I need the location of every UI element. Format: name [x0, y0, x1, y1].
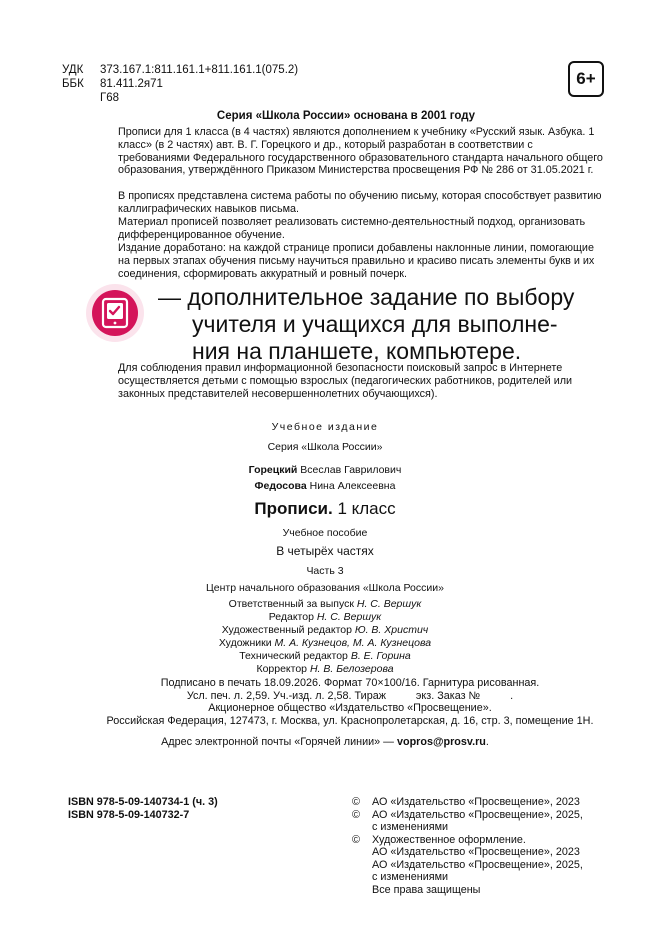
edition-type: Учебное издание	[271, 421, 379, 433]
credit-line: Технический редактор В. Е. Горина	[239, 650, 411, 662]
edition-parts: В четырёх частях	[276, 544, 374, 558]
author-mark: Г68	[100, 92, 120, 104]
classification-block	[62, 63, 298, 105]
tablet-check-icon	[84, 282, 146, 344]
tablet-note-line: ния на планшете, компьютере.	[192, 338, 522, 364]
edition-part: Часть 3	[306, 565, 344, 577]
copyright-block: © АО «Издательство «Просвещение», 2023 © АО «Издательство «Просвещение», 2025, с изменениями © Художественное оформление. АО «Издательство «Просвещение», 2023 АО «Издательство «Просвещение», 2025, с изменениями Все права защищены	[352, 796, 583, 896]
isbn-line: ISBN 978-5-09-140732-7	[68, 808, 190, 821]
safety-note: Для соблюдения правил информационной безопасности поисковый запрос в Интернете осуществляется детьми с помощью взрослых (педагогических работников, родителей или законных представителей несовершеннолетних обучающихся).	[118, 362, 573, 400]
approach-paragraph: Материал прописей позволяет реализовать системно-деятельностный подход, организовать дифференцированное обучение.	[118, 216, 586, 241]
imprint-block	[100, 677, 600, 727]
book-title	[0, 499, 650, 518]
email-address[interactable]: vopros@prosv.ru	[396, 736, 486, 748]
author-1	[0, 464, 650, 477]
copyright-line: Все права защищены	[372, 883, 481, 896]
copyright-line: с изменениями	[372, 871, 449, 883]
isbn-block	[68, 796, 218, 821]
education-center: Центр начального образования «Школа России»	[206, 582, 444, 594]
book-title-main: Прописи.	[254, 499, 333, 518]
author-1-lastname: Горецкий	[248, 464, 298, 476]
credit-line: Художники М. А. Кузнецов, М. А. Кузнецова	[218, 637, 432, 649]
author-2-names: Нина Алексеевна	[309, 480, 396, 492]
book-title-grade: 1 класс	[337, 499, 396, 518]
copyright-line: с изменениями	[372, 821, 449, 833]
imprint-line: Российская Федерация, 127473, г. Москва, ул. Краснопролетарская, д. 16, стр. 3, помещение 1Н.	[106, 714, 594, 727]
method-paragraph: В прописях представлена система работы по обучению письму, которая способствует развитию каллиграфических навыков письма.	[118, 190, 602, 215]
udk-value: 373.167.1:811.161.1+811.161.1(075.2)	[100, 64, 299, 76]
bbk-label: ББК	[62, 78, 84, 90]
isbn-line: ISBN 978-5-09-140734-1 (ч. 3)	[68, 796, 218, 808]
imprint-line: Усл. печ. л. 2,59. Уч.-изд. л. 2,58. Тираж экз. Заказ № .	[186, 689, 514, 702]
edition-kind: Учебное пособие	[282, 527, 368, 539]
age-rating-badge: 6+	[568, 61, 604, 97]
hotline-email: Адрес электронной почты «Горячей линии» — vopros@prosv.ru.	[161, 736, 489, 748]
tablet-note-line: — дополнительное задание по выбору	[158, 284, 575, 310]
copyright-line: АО «Издательство «Просвещение», 2025,	[372, 808, 583, 821]
imprint-line: Акционерное общество «Издательство «Просвещение».	[208, 702, 492, 714]
author-1-names: Всеслав Гаврилович	[300, 464, 402, 476]
credit-line: Редактор Н. С. Вершук	[268, 611, 382, 623]
email-label: Адрес электронной почты «Горячей линии» —	[161, 736, 394, 748]
revision-paragraph: Издание доработано: на каждой странице прописи добавлены наклонные линии, помогающие на первых этапах обучения письму научиться правильно и красиво писать элементы букв и их соединения, сформировать аккуратный и ровный почерк.	[118, 242, 595, 280]
udk-label: УДК	[62, 64, 84, 76]
copyright-line: Художественное оформление.	[372, 833, 526, 846]
intro-paragraph: Прописи для 1 класса (в 4 частях) являются дополнением к учебнику «Русский язык. Азбука. 1 класс» (в 2 частях) авт. В. Г. Горецкого и др., который разработан в соответствии с требованиями Федерального государственного образовательного стандарта начального общего образования, утверждённого Приказом Министерства просвещения РФ № 286 от 31.05.2021 г.	[118, 126, 603, 177]
credit-line: Ответственный за выпуск Н. С. Вершук	[228, 598, 422, 610]
copyright-line: АО «Издательство «Просвещение», 2025,	[372, 858, 583, 871]
credit-line: Художественный редактор Ю. В. Христич	[221, 624, 429, 636]
author-2-lastname: Федосова	[254, 480, 307, 492]
credit-line: Корректор Н. В. Белозерова	[256, 663, 394, 675]
imprint-line: Подписано в печать 18.09.2026. Формат 70×100/16. Гарнитура рисованная.	[160, 677, 540, 689]
author-2	[0, 480, 650, 493]
series-heading: Серия «Школа России» основана в 2001 году	[216, 110, 476, 122]
tablet-task-note	[158, 284, 618, 365]
copyright-line: АО «Издательство «Просвещение», 2023	[372, 846, 580, 858]
credits-list	[0, 598, 650, 676]
edition-series: Серия «Школа России»	[267, 441, 383, 453]
copyright-line: АО «Издательство «Просвещение», 2023	[372, 796, 580, 808]
bbk-value: 81.411.2я71	[100, 78, 163, 90]
tablet-note-line: учителя и учащихся для выполне-	[192, 311, 558, 337]
